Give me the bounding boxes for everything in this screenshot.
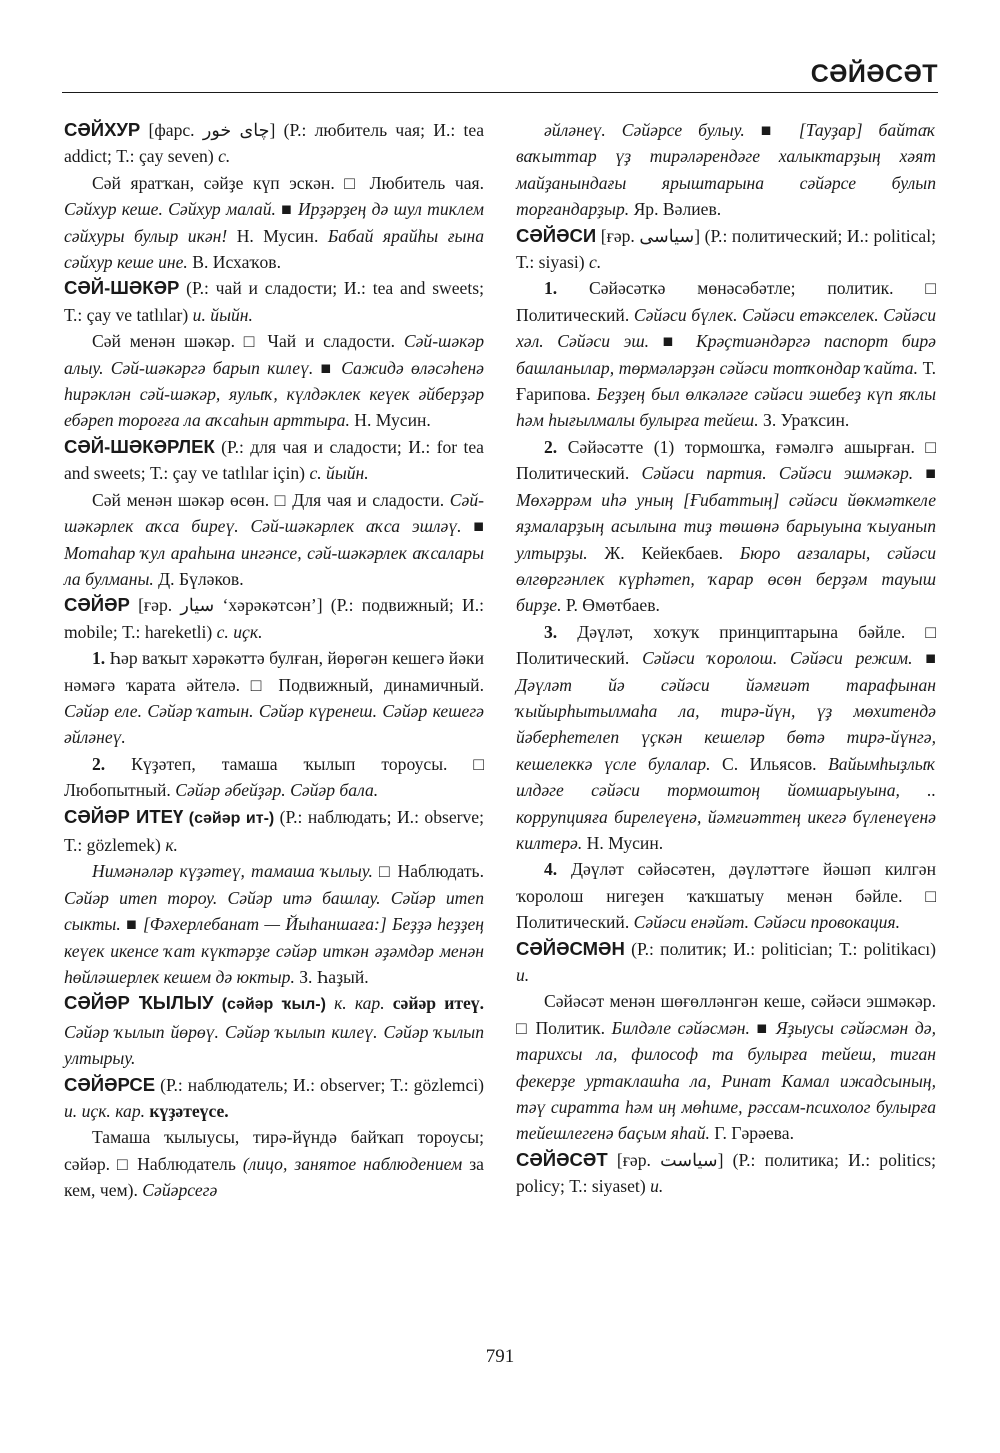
- entry-headword: СӘЙ-ШӘКӘРЛЕК: [64, 435, 215, 457]
- sense-citation: ■ Дәүләт йә сәйәси йәмғиәт тарафынан ҡыйырһытылмаһа ла, тирә-йүн, үҙ мөхитендә йәберһетелеп үҫкән кешеләр бөтә тирә-йүнгә, кешелеккә үсле булалар.: [516, 648, 936, 774]
- citation-author: З. Һаҙый.: [294, 967, 369, 987]
- sense-definition: Һәр ваҡыт хәрәкәттә булған, йөрөгән кешегә йәки нәмәгә ҡарата әйтелә. □ Подвижный, динамичный.: [64, 648, 484, 695]
- sense-definition: Дәүләт, хоҡуҡ принциптарына бәйле. □ Политический.: [516, 621, 936, 669]
- entry-gloss: [фарс. چای خور] (Р.: любитель чая; И.: tea addict; Т.: çay seven): [64, 120, 485, 167]
- entry-sense: [64, 487, 484, 593]
- right-column: [516, 117, 936, 1200]
- citation-author: Д. Бүләков.: [153, 568, 244, 589]
- entry-sense: [516, 117, 936, 223]
- left-column: [64, 117, 484, 1204]
- sense-example: Сәйәр итеп тороу. Сәйәр итә башлау. Сәйәр итеп сыкты.: [64, 887, 484, 935]
- header-rule: [62, 92, 938, 93]
- sense-citation: ■ Ирҙәрҙең дә шул тиклем сәйхуры булыр икән!: [64, 199, 484, 246]
- sense-example: Сәй-шәкәр алыу. Сәй-шәкәргә барып килеү.: [64, 331, 484, 378]
- sense-example: Сәйәр әбейҙәр. Сәйәр бала.: [175, 780, 379, 801]
- entry-sense: [516, 275, 936, 433]
- sense-citation: ■ Яҙыусы сәйәсмән дә, тарихсы ла, философ та булырға тейеш, тиган фекерҙе уртаклашһа ла, Ринат Камал ижадсының, тәү сиратта һәм иң мөһиме, рәссам-психолог булырға тейешлегенә баҫым яһай.: [516, 1017, 936, 1144]
- entry-grammar: с.: [218, 146, 231, 167]
- sense-definition: Сәй менән шәкәр. □ Чай и сладости.: [92, 331, 404, 352]
- entry-sense: [516, 619, 936, 857]
- entry-headword: СӘЙӘРСЕ: [64, 1073, 156, 1095]
- running-header: СӘЙӘСӘТ: [810, 60, 938, 88]
- dictionary-entry: [64, 990, 484, 1071]
- entry-headword: СӘЙӘР ҠЫЛЫУ: [64, 992, 214, 1014]
- entry-headword: СӘЙӘР ИТЕҮ: [64, 805, 184, 827]
- dictionary-entry: [64, 592, 484, 645]
- sense-definition: Сәйәсәт менән шөғөлләнгән кеше, сәйәси эшмәкәр. □ Политик.: [516, 991, 936, 1038]
- sense-example: Сәйәси ҡоролош. Сәйәси режим.: [642, 648, 913, 669]
- sense-example: Сәйәси енәйәт. Сәйәси провокация.: [633, 912, 900, 933]
- sense-example: Сәйәр еле. Сәйәр ҡатын. Сәйәр күренеш. Сәйәр кешегә әйләнеү.: [64, 700, 484, 748]
- entry-sense: [64, 645, 484, 751]
- entry-example: Сәйәр ҡылып йөрөү. Сәйәр ҡылып килеү. Сәйәр ҡылып ултырыу.: [64, 1021, 484, 1069]
- sense-definition: Сәй яратҡан, сәйҙе күп эскән. □ Любитель чая.: [92, 172, 484, 193]
- sense-number: 2.: [544, 436, 558, 457]
- dictionary-entry: [64, 1072, 484, 1125]
- entry-grammar: и. йыйн.: [192, 304, 253, 325]
- citation-author: З. Ураҡсин.: [758, 410, 850, 431]
- entry-headword: СӘЙӘСМӘН: [516, 937, 625, 959]
- sense-number: 1.: [544, 278, 558, 299]
- sense-example: Билдәле сәйәсмән.: [611, 1017, 750, 1038]
- entry-gloss: (Р.: наблюдать; И.: observe; Т.: gözlemek): [64, 806, 485, 855]
- citation-author: Н. Мусин.: [349, 410, 431, 431]
- sense-citation: ■ Мөхәррәм иһә уның [Ғибаттың] сәйәси йөкмәткеле яҙмаларҙың асылына тиҙ төшөнә барыуына ҡыуанып ултырҙы.: [516, 463, 936, 563]
- sense-number: 4.: [544, 859, 558, 880]
- entry-grammar: и. иҫк. кар.: [64, 1101, 146, 1122]
- entry-grammar: к.: [325, 993, 355, 1014]
- sense-definition: Сәйәсәтте (1) тормошҡа, ғәмәлгә ашырған. □ Политический.: [516, 436, 936, 484]
- sense-example: Нимәнәләр күҙәтеү, тамаша ҡылыу.: [92, 861, 373, 882]
- sense-citation: ■ [Тауҙар] байтаҡ ваҡыттар үҙ тирәләрендәге халыктарҙың хәят майҙанындағы ярыштарына сәйәрсе булып торғандарҙыр.: [516, 120, 936, 220]
- sense-citation: Беҙҙең был өлкәләге сәйәси эшебеҙ күп яҡлы һәм һығылмалы булырға тейеш.: [516, 384, 936, 431]
- entry-headword: СӘЙӘР: [64, 594, 130, 616]
- entry-headword-form: (сәйәр ит-): [183, 809, 275, 827]
- dictionary-entry: [64, 275, 484, 328]
- page-number: 791: [485, 1346, 515, 1367]
- entry-sense: [516, 856, 936, 935]
- entry-grammar: с.: [589, 252, 602, 273]
- entry-sense: [64, 751, 484, 804]
- entry-headword: СӘЙӘСӘТ: [516, 1148, 608, 1170]
- sense-number: 3.: [544, 621, 558, 642]
- entry-gloss: [ғәр. سیاسی] (Р.: политический; И.: political; Т.: siyasi): [516, 225, 936, 273]
- entry-grammar: и.: [516, 965, 530, 985]
- sense-number: 2.: [92, 753, 106, 774]
- sense-citation: ■ Сажидә өләсәһенә һирәклән сәй-шәкәр, яулыҡ, күлдәклек кеүек әйберҙәр ебәреп тороғға ла аҡсаһын арттыра.: [64, 357, 484, 431]
- entry-grammar: и.: [650, 1176, 664, 1197]
- entry-headword: СӘЙХУР: [64, 119, 141, 140]
- entry-grammar: к.: [165, 834, 178, 855]
- citation-author: Т. Ғарипова.: [516, 357, 936, 405]
- entry-sense: [516, 434, 936, 619]
- sense-definition: Сәй менән шәкәр өсөн. □ Для чая и сладости.: [92, 489, 450, 510]
- entry-crossref: сәйәр итеү.: [384, 993, 484, 1014]
- citation-author: Н. Мусин.: [227, 225, 328, 246]
- sense-citation: Вайымһыҙлыҡ илдәге сәйәси тормоштоң йомшарыуына, .. коррупцияға бирелеүенә, йәмғиәттең икегә бүленеүенә килтерә.: [516, 753, 936, 853]
- sense-citation: ■ [Фәхерлебанат — Йыһаншаға:] Беҙҙә һеҙҙең кеүек икенсе ҡат күктәрҙе сәйәр иткән әҙәмдәр менән һөйләшерлек кешем дә юктыр.: [64, 914, 484, 987]
- entry-headword-form: (сәйәр ҡыл-): [213, 996, 326, 1014]
- dictionary-entry: [516, 223, 936, 276]
- entry-ref: кар.: [354, 993, 385, 1014]
- sense-definition: Сәйәсәткә мөнәсәбәтле; политик. □ Политический.: [516, 278, 936, 325]
- citation-author: Ж. Кейекбаев.: [587, 542, 740, 563]
- sense-example: Сәйәси партия. Сәйәси эшмәкәр.: [641, 463, 914, 484]
- citation-author: Н. Мусин.: [582, 832, 664, 853]
- citation-author: В. Исхаҡов.: [187, 252, 282, 273]
- citation-author: Р. Өмөтбаев.: [561, 595, 660, 616]
- entry-gloss: (Р.: наблюдатель; И.: observer; Т.: gözlemci): [155, 1074, 484, 1095]
- entry-sense: [64, 858, 484, 990]
- sense-example: Сәйәрсегә: [142, 1180, 218, 1201]
- sense-example: Сәйхур кеше. Сәйхур малай.: [64, 199, 276, 220]
- sense-example: (лицо, занятое наблюдением: [242, 1153, 463, 1174]
- sense-definition: Тамаша ҡылыусы, тирә-йүндә байҡап тороусы; сәйәр. □ Наблюдатель: [64, 1127, 484, 1174]
- sense-example: Сәй-шәкәрлек аҡса биреү. Сәй-шәкәрлек аҡса эшләү.: [64, 489, 484, 537]
- entry-grammar: с. иҫк.: [216, 621, 263, 642]
- dictionary-entry: [64, 117, 484, 170]
- sense-citation: ■ Крәҫтиәндәргә паспорт бирә башланылар, төрмәләрҙән сәйәси тотҡондар ҡайта.: [516, 331, 936, 378]
- entry-crossref: күҙәтеүсе.: [145, 1101, 229, 1122]
- sense-example: Сәйәси бүлек. Сәйәси етәкселек. Сәйәси хәл. Сәйәси эш.: [516, 304, 937, 352]
- entry-gloss: (Р.: для чая и сладости; И.: for tea and sweets; Т.: çay ve tatlılar için): [64, 436, 484, 484]
- citation-author: Г. Гәрәева.: [709, 1123, 794, 1144]
- entry-sense: [64, 328, 484, 434]
- sense-definition: Күҙәтеп, тамаша ҡылып тороусы. □ Любопытный.: [64, 753, 484, 801]
- entry-gloss: [ғәр. سیار ‘хәрәкәтсән’] (Р.: подвижный; И.: mobile; Т.: hareketli): [64, 595, 484, 642]
- sense-example: әйләнеү. Сәйәрсе булыу.: [544, 120, 745, 140]
- citation-author: Яр. Вәлиев.: [629, 199, 722, 220]
- entry-headword: СӘЙ-ШӘКӘР: [64, 277, 180, 299]
- sense-definition: Дәүләт сәйәсәтен, дәүләттәге йәшәп килгән ҡоролош нигеҙен ҡаҡшатыу менән бәйле. □ Политический.: [516, 859, 936, 933]
- sense-number: 1.: [92, 648, 106, 669]
- entry-grammar: с. йыйн.: [309, 463, 369, 484]
- sense-translation: за кем, чем).: [64, 1153, 484, 1201]
- entry-sense: [64, 1124, 484, 1203]
- entry-headword: СӘЙӘСИ: [516, 224, 597, 246]
- sense-citation: Бюро ағзалары, сәйәси өлгөргәнлек күрһәтеп, ҡарар өсөн берҙәм тауыш бирҙе.: [516, 542, 936, 616]
- entry-gloss: [ғәр. سیاست] (Р.: политика; И.: politics; policy; Т.: siyaset): [516, 1149, 936, 1197]
- entry-sense: [64, 170, 484, 276]
- dictionary-entry: [64, 804, 484, 859]
- entry-gloss: (Р.: чай и сладости; И.: tea and sweets; Т.: çay ve tatlılar): [64, 278, 484, 325]
- dictionary-entry: [64, 434, 484, 487]
- sense-translation: □ Наблюдать.: [372, 861, 484, 882]
- dictionary-entry: [516, 1147, 936, 1200]
- entry-sense: [516, 988, 936, 1146]
- sense-citation: ■ Мотаһар ҡул араһына ингәнсе, сәй-шәкәрлек аҡсалары ла булманы.: [64, 516, 484, 589]
- citation-author: С. Ильясов.: [710, 753, 829, 774]
- sense-citation: Бабай ярайһы ғына сәйхур кеше ине.: [64, 225, 484, 273]
- entry-gloss: (Р.: политик; И.: politician; Т.: politikacı): [624, 938, 936, 959]
- dictionary-entry: [516, 936, 936, 989]
